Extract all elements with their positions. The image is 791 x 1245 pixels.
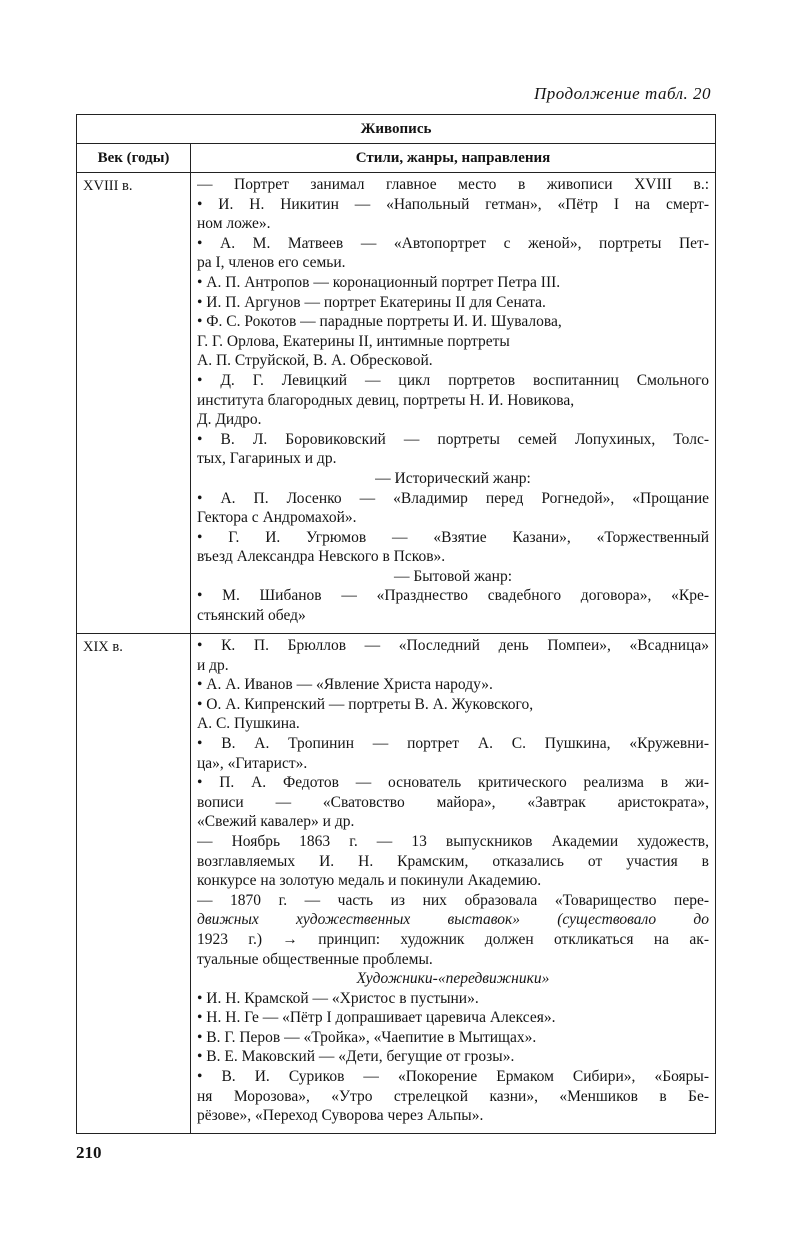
text-line: вописи — «Сватовство майора», «Завтрак аристократа»,: [197, 793, 709, 811]
text-line: въезд Александра Невского в Псков».: [197, 548, 446, 566]
text-line: • О. А. Кипренский — портреты В. А. Жуковского,: [197, 695, 534, 713]
text-line: ном ложе».: [197, 215, 271, 233]
text-line: тых, Гагариных и др.: [197, 450, 337, 468]
text-line: • В. Е. Маковский — «Дети, бегущие от грозы».: [197, 1048, 515, 1066]
column-header-century: Век (годы): [77, 144, 191, 173]
text-line: • П. А. Федотов — основатель критического реализма в жи-: [197, 774, 709, 792]
text-line: — Портрет занимал главное место в живописи XVIII в.:: [197, 176, 709, 193]
text-line: • М. Шибанов — «Празднество свадебного договора», «Кре-: [197, 587, 709, 605]
text-line: • В. А. Тропинин — портрет А. С. Пушкина, «Кружевни-: [197, 734, 709, 752]
text-line: • И. Н. Крамской — «Христос в пустыни».: [197, 989, 479, 1007]
century-cell: XVIII в.: [77, 173, 191, 634]
text-line: А. П. Струйской, В. А. Обресковой.: [197, 352, 433, 370]
page-number: 210: [76, 1143, 102, 1162]
text-line: • К. П. Брюллов — «Последний день Помпеи», «Всадница»: [197, 637, 709, 654]
text-line: • В. И. Суриков — «Покорение Ермаком Сибири», «Бояры-: [197, 1068, 709, 1086]
painting-table: [76, 114, 716, 1134]
text-line: — Ноябрь 1863 г. — 13 выпускников Академии художеств,: [197, 832, 709, 850]
text-line: 1923 г.) → принцип: художник должен откликаться на ак-: [197, 930, 709, 948]
text-line: • А. А. Иванов — «Явление Христа народу».: [197, 676, 493, 694]
text-line: • В. Л. Боровиковский — портреты семей Лопухиных, Толс-: [197, 430, 709, 448]
text-line: • И. Н. Никитин — «Напольный гетман», «Пётр I на смерт-: [197, 195, 709, 213]
text-line: • А. П. Антропов — коронационный портрет Петра III.: [197, 273, 561, 291]
text-line: • Ф. С. Рокотов — парадные портреты И. И. Шувалова,: [197, 313, 562, 331]
table-row: [77, 634, 716, 1134]
text-line: Г. Г. Орлова, Екатерины II, интимные портреты: [197, 332, 510, 350]
content-cell: [191, 634, 716, 1134]
text-line: • Г. И. Угрюмов — «Взятие Казани», «Торжественный: [197, 528, 709, 546]
text-line: стьянский обед»: [197, 607, 306, 625]
text-line: • Д. Г. Левицкий — цикл портретов воспитанниц Смольного: [197, 371, 709, 389]
text-line: конкурсе на золотую медаль и покинули Академию.: [197, 872, 542, 890]
text-line: • Н. Н. Ге — «Пётр I допрашивает царевича Алексея».: [197, 1009, 556, 1027]
text-line: — 1870 г. — часть из них образовала «Товарищество пере-: [197, 891, 709, 909]
text-line: • И. П. Аргунов — портрет Екатерины II для Сената.: [197, 293, 546, 311]
table-caption: Продолжение табл. 20: [533, 84, 711, 103]
text-line: возглавляемых И. Н. Крамским, отказались от участия в: [197, 852, 709, 870]
column-header-styles: Стили, жанры, направления: [191, 144, 716, 173]
text-line: рёзове», «Переход Суворова через Альпы».: [197, 1107, 484, 1125]
text-line: «Свежий кавалер» и др.: [197, 813, 355, 831]
text-line: • А. М. Матвеев — «Автопортрет с женой», портреты Пет-: [197, 234, 709, 252]
text-line: и др.: [197, 656, 229, 674]
text-line: института благородных девиц, портреты Н. И. Новикова,: [197, 391, 575, 409]
subheading-line: Художники-«передвижники»: [356, 970, 550, 988]
text-line: ца», «Гитарист».: [197, 754, 308, 772]
content-cell: [191, 173, 716, 634]
century-cell: XIX в.: [77, 634, 191, 1134]
subheading-line: — Бытовой жанр:: [393, 567, 513, 585]
text-line: Гектора с Андромахой».: [197, 509, 357, 527]
text-line: ра I, членов его семьи.: [197, 254, 346, 272]
table-row: [77, 173, 716, 634]
text-line: • А. П. Лосенко — «Владимир перед Рогнедой», «Прощание: [197, 489, 709, 507]
text-line: ня Морозова», «Утро стрелецкой казни», «Меншиков в Бе-: [197, 1087, 709, 1105]
subheading-line: — Исторический жанр:: [375, 469, 531, 487]
text-line: А. С. Пушкина.: [197, 715, 300, 733]
text-line: Д. Дидро.: [197, 411, 262, 429]
text-line: движных художественных выставок» (существовало до: [197, 911, 709, 929]
table-title: Живопись: [77, 115, 716, 144]
text-line: туальные общественные проблемы.: [197, 950, 433, 968]
text-line: • В. Г. Перов — «Тройка», «Чаепитие в Мытищах».: [197, 1028, 537, 1046]
